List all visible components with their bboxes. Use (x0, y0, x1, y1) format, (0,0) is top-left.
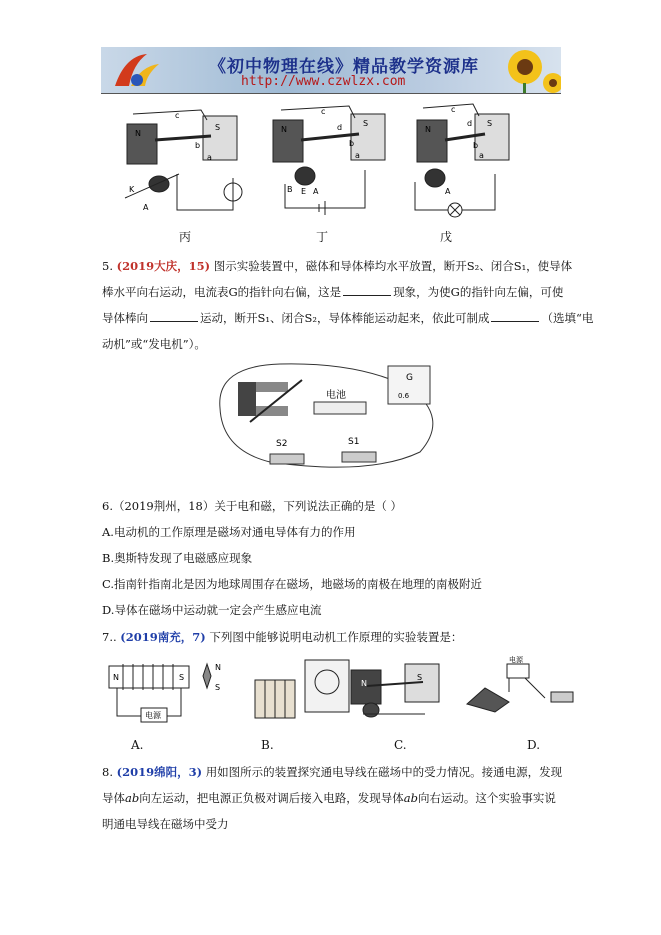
q6-option-a[interactable]: A.电动机的工作原理是磁场对通电导体有力的作用 (102, 525, 356, 539)
switch-s2-label: S2 (276, 439, 288, 449)
q5-text2b: 现象，为使G的指针向左偏，可使 (393, 285, 564, 299)
q5-text2a: 棒水平向右运动，电流表G的指针向右偏，这是 (102, 285, 342, 299)
q8-text2c: 向右运动。这个实验事实说 (417, 791, 556, 805)
q7-figure-b (255, 660, 349, 718)
q7-a-label-s: S (179, 673, 185, 682)
ding-label-n: N (281, 125, 287, 134)
q7-caption-d[interactable]: D. (527, 738, 541, 752)
ding-label-aa: A (313, 187, 319, 196)
magnet-n (127, 124, 157, 164)
caption-bing: 丙 (179, 230, 192, 244)
banner-url[interactable]: http://www.czwlzx.com (241, 74, 406, 89)
q5-text3a: 导体棒向 (102, 311, 148, 325)
logo-icon (107, 50, 165, 90)
q5-line4: 动机”或“发电机”）。 (102, 337, 206, 351)
battery-icon (314, 402, 366, 414)
bing-label-n: N (135, 129, 141, 138)
bing-label-a2: A (143, 203, 149, 212)
bing-label-b: b (195, 141, 201, 150)
q6-option-c[interactable]: C.指南针指南北是因为地球周围存在磁场，地磁场的南极在地理的南极附近 (102, 577, 483, 591)
q7-a-label-n: N (113, 673, 119, 682)
q8-ab-1: ab (125, 791, 140, 805)
wu-label-d: d (467, 119, 473, 128)
q6-option-b[interactable]: B.奥斯特发现了电磁感应现象 (102, 551, 253, 565)
q7-figure-c (351, 664, 439, 717)
q7-d-power-label: 电源 (509, 656, 523, 664)
meter-label: G (406, 373, 413, 383)
ding-label-c: c (321, 107, 326, 116)
switch-s1-label: S1 (348, 437, 360, 447)
q5-text3b: 运动，断开S₁、闭合S₂，导体棒能运动起来，依此可制成 (200, 311, 490, 325)
q6-option-d[interactable]: D.导体在磁场中运动就一定会产生感应电流 (102, 603, 322, 617)
wu-label-s: S (487, 119, 493, 128)
q5-blank1[interactable] (343, 284, 391, 296)
bing-label-s: S (215, 123, 221, 132)
q7-figure-d (467, 664, 573, 712)
q5-blank2[interactable] (150, 310, 198, 322)
q7-number: 7.. (102, 630, 117, 644)
q7-figures (105, 652, 585, 736)
q7-caption-b[interactable]: B. (261, 738, 274, 752)
q5-blank3[interactable] (491, 310, 539, 322)
q7-a-power-label: 电源 (145, 711, 161, 720)
ding-label-bb: B (287, 185, 293, 194)
q7-caption-c[interactable]: C. (394, 738, 407, 752)
ding-label-e: E (301, 187, 307, 196)
horseshoe-magnet (238, 382, 256, 416)
q5-number: 5. (102, 259, 113, 273)
q7-stem: 下列图中能够说明电动机工作原理的实验装置是： (209, 630, 463, 644)
ding-label-a: a (355, 151, 360, 160)
ding-label-d: d (337, 123, 343, 132)
banner-title: 《初中物理在线》精品教学资源库 (209, 57, 479, 77)
q5-line1 (102, 256, 572, 276)
q5-text1: 图示实验装置中，磁体和导体棒均水平放置，断开S₂、闭合S₁，使导体 (213, 259, 573, 273)
switch-s1-icon (342, 452, 376, 462)
q7-caption-a[interactable]: A. (131, 738, 144, 752)
figure-bing (125, 110, 242, 210)
meter-scale: 0.6 (398, 392, 410, 400)
ding-label-s: S (363, 119, 369, 128)
sunflower-icon (487, 47, 561, 93)
caption-wu: 戊 (440, 230, 453, 244)
q6-stem: 6.（2019荆州，18）关于电和磁，下列说法正确的是（ ） (102, 499, 403, 513)
ding-label-b: b (349, 139, 355, 148)
q8-ab-2: ab (403, 791, 418, 805)
bing-label-c: c (175, 111, 180, 120)
q7-stem-line (102, 627, 462, 647)
q5-source: (2019大庆，15) (116, 259, 211, 273)
q8-line2 (102, 788, 556, 808)
q7-c-label-n: N (361, 679, 367, 688)
q8-source: (2019绵阳，3) (116, 765, 203, 779)
q7-source: (2019南充，7) (120, 630, 206, 644)
q5-figure (210, 358, 450, 476)
q7-needle-s: S (215, 683, 221, 692)
bing-label-k: K (129, 185, 135, 194)
q5-line3 (102, 308, 593, 328)
wu-label-a: a (479, 151, 484, 160)
switch-s2-icon (270, 454, 304, 464)
q8-text2b: 向左运动，把电源正负极对调后接入电路，发现导体 (139, 791, 404, 805)
q5-line2 (102, 282, 563, 302)
wu-label-aa: A (445, 187, 451, 196)
bing-label-a: a (207, 153, 212, 162)
q8-line3: 明通电导线在磁场中受力 (102, 817, 229, 831)
figure-wu (415, 104, 509, 217)
battery-label: 电池 (326, 390, 346, 401)
wu-label-b: b (473, 141, 479, 150)
wu-label-n: N (425, 125, 431, 134)
q5-text3c: （选填“电 (541, 311, 594, 325)
header-banner (101, 47, 561, 94)
q8-number: 8. (102, 765, 113, 779)
wu-label-c: c (451, 105, 456, 114)
q8-text2a: 导体 (102, 791, 125, 805)
q7-needle-n: N (215, 663, 221, 672)
caption-ding: 丁 (316, 230, 329, 244)
figure-ding (273, 106, 385, 215)
q7-c-label-s: S (417, 673, 423, 682)
q8-line1 (102, 762, 562, 782)
top-figure (115, 100, 515, 235)
q8-text1: 用如图所示的装置探究通电导线在磁场中的受力情况。接通电源，发现 (205, 765, 563, 779)
